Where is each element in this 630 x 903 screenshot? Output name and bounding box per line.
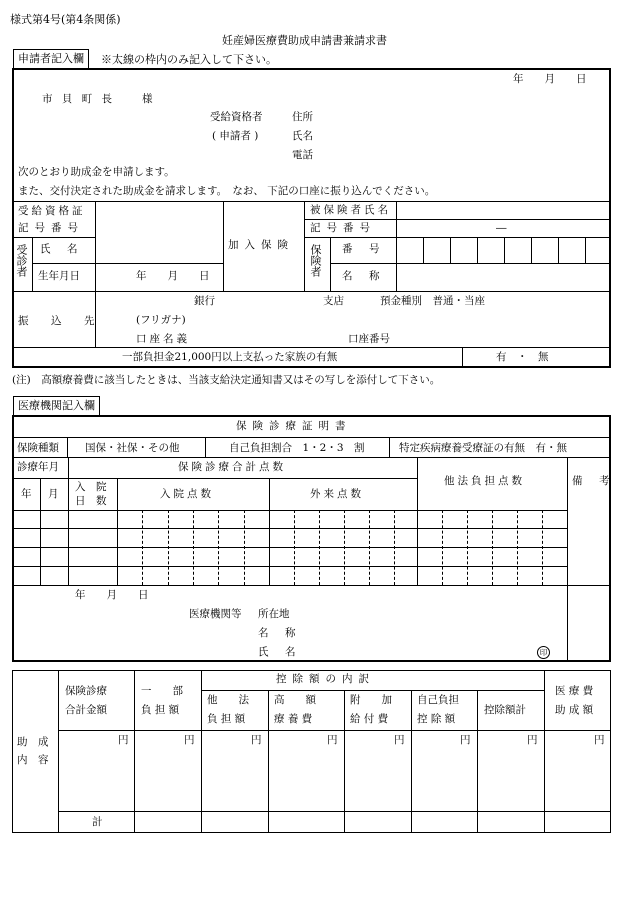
insurer-number-label: 番 号: [342, 243, 383, 255]
deposit-type[interactable]: 預金種別 普通・当座: [380, 295, 485, 307]
yen-unit-partial: 円: [184, 734, 195, 746]
high-cost-care-1: 高 額: [274, 694, 316, 706]
symbol-dash: ―: [496, 222, 507, 234]
deduction-total-label: 控除額計: [484, 704, 526, 716]
yen-unit-grant: 円: [594, 734, 605, 746]
inpatient-points-label: 入院点数: [160, 488, 214, 500]
other-law-burden-2: 負 担 額: [207, 713, 246, 725]
medical-grant-amount-2: 助 成 額: [555, 704, 594, 716]
notice-text: (注) 高額療養費に該当したときは、当該支給決定通知書又はその写しを添付して下さい。: [12, 374, 441, 386]
treatment-year-month-label: 診療年月: [17, 461, 59, 473]
symbol-number-label: 記号番号: [310, 222, 376, 234]
name-label[interactable]: 氏名: [292, 130, 313, 142]
address-label[interactable]: 住所: [292, 111, 313, 123]
cert-number-label-1: 受給資格証: [18, 205, 86, 217]
outpatient-points-label: 外来点数: [310, 488, 364, 500]
yen-unit-additional: 円: [394, 734, 405, 746]
grant-content-label-1: 助 成: [17, 736, 49, 748]
total-points-label: 保険診療合計点数: [178, 461, 286, 473]
deduction-breakdown-title: 控除額の内訳: [276, 673, 375, 685]
applicant-section-tab: 申請者記入欄: [13, 49, 89, 69]
addressee: 市 貝 町 長 様: [42, 93, 156, 105]
other-law-points-label: 他法負担点数: [444, 475, 525, 487]
self-pay-deduction-2: 控 除 額: [417, 713, 456, 725]
additional-benefit-1: 附 加: [350, 694, 392, 706]
form-number: 様式第4号(第4条関係): [10, 13, 121, 26]
insurer-name-label: 名 称: [342, 270, 383, 282]
facility-name-label[interactable]: 名 称: [258, 627, 299, 639]
partial-payment-1: 一 部: [141, 685, 183, 697]
account-number-label[interactable]: 口座番号: [348, 333, 390, 345]
month-label: 月: [48, 488, 59, 500]
bank-label[interactable]: 銀行: [194, 295, 215, 307]
specific-disease-cert[interactable]: 特定疾病療養受療証の有無 有・無: [399, 442, 567, 454]
yen-unit-self-deduction: 円: [460, 734, 471, 746]
inpatient-days-label-1: 入 院: [75, 481, 107, 493]
year-label: 年: [21, 488, 32, 500]
branch-label[interactable]: 支店: [323, 295, 344, 307]
facility-location-label[interactable]: 所在地: [258, 608, 290, 620]
recipient-name-label: 氏 名: [40, 243, 81, 255]
thick-frame-note: ※太線の枠内のみ記入して下さい。: [101, 53, 277, 66]
seal-mark: 印: [537, 646, 550, 659]
cert-number-label-2: 記号番号: [18, 222, 84, 234]
yen-unit-other-law: 円: [251, 734, 262, 746]
request-text-1: 次のとおり助成金を申請します。: [18, 166, 175, 178]
doctor-name-label[interactable]: 氏 名: [258, 646, 299, 658]
additional-benefit-2: 給 付 費: [350, 713, 389, 725]
recipient-label: 受給資格者: [210, 111, 263, 123]
family-payment-yes-no[interactable]: 有 ・ 無: [496, 351, 549, 363]
request-text-2: また、交付決定された助成金を請求します。 なお、 下記の口座に振り込んでください。: [18, 185, 436, 197]
certification-date[interactable]: 年 月 日: [75, 589, 149, 601]
medical-grant-amount-1: 医 療 費: [555, 685, 594, 697]
family-payment-question: 一部負担金21,000円以上支払った家族の有無: [122, 351, 338, 363]
grant-total-label: 計: [92, 816, 103, 828]
yen-unit-high-cost: 円: [327, 734, 338, 746]
insurer-vertical-label: 保険者: [309, 244, 322, 277]
insurance-type-options[interactable]: 国保・社保・その他: [85, 442, 180, 454]
other-law-burden-1: 他 法: [207, 694, 249, 706]
insurance-cert-title: 保険診療証明書: [236, 420, 352, 432]
yen-unit-total-insured: 円: [118, 734, 129, 746]
yen-unit-deduction-total: 円: [527, 734, 538, 746]
transfer-destination-label: 振 込 先: [18, 315, 101, 327]
account-name-label[interactable]: 口座名義: [136, 333, 190, 345]
remarks-label: 備 考: [572, 475, 613, 487]
medical-section-tab: 医療機関記入欄: [13, 396, 100, 416]
total-insured-amount-2: 合計金額: [65, 704, 107, 716]
insurance-type-label: 保険種類: [17, 442, 59, 454]
furigana-label: (フリガナ): [136, 314, 186, 326]
self-pay-deduction-1: 自己負担: [417, 694, 459, 706]
grant-content-label-2: 内 容: [17, 754, 49, 766]
recipient-vertical-label: 受診者: [15, 244, 28, 277]
insurance-label: 加入保険: [228, 239, 294, 251]
partial-payment-2: 負 担 額: [141, 704, 180, 716]
inpatient-days-label-2: 日 数: [75, 495, 107, 507]
form-title: 妊産婦医療費助成申請書兼請求書: [222, 34, 387, 47]
birth-date-label: 生年月日: [38, 270, 80, 282]
application-date[interactable]: 年 月 日: [513, 73, 587, 85]
self-pay-ratio[interactable]: 自己負担割合 1・2・3 割: [229, 442, 365, 454]
high-cost-care-2: 療 養 費: [274, 713, 313, 725]
medical-facility-label: 医療機関等: [189, 608, 242, 620]
phone-label[interactable]: 電話: [292, 149, 313, 161]
insured-name-label: 被保険者氏名: [310, 204, 391, 216]
birth-date-field[interactable]: 年 月 日: [136, 270, 210, 282]
applicant-label: ( 申請者 ): [212, 130, 259, 142]
total-insured-amount-1: 保険診療: [65, 685, 107, 697]
